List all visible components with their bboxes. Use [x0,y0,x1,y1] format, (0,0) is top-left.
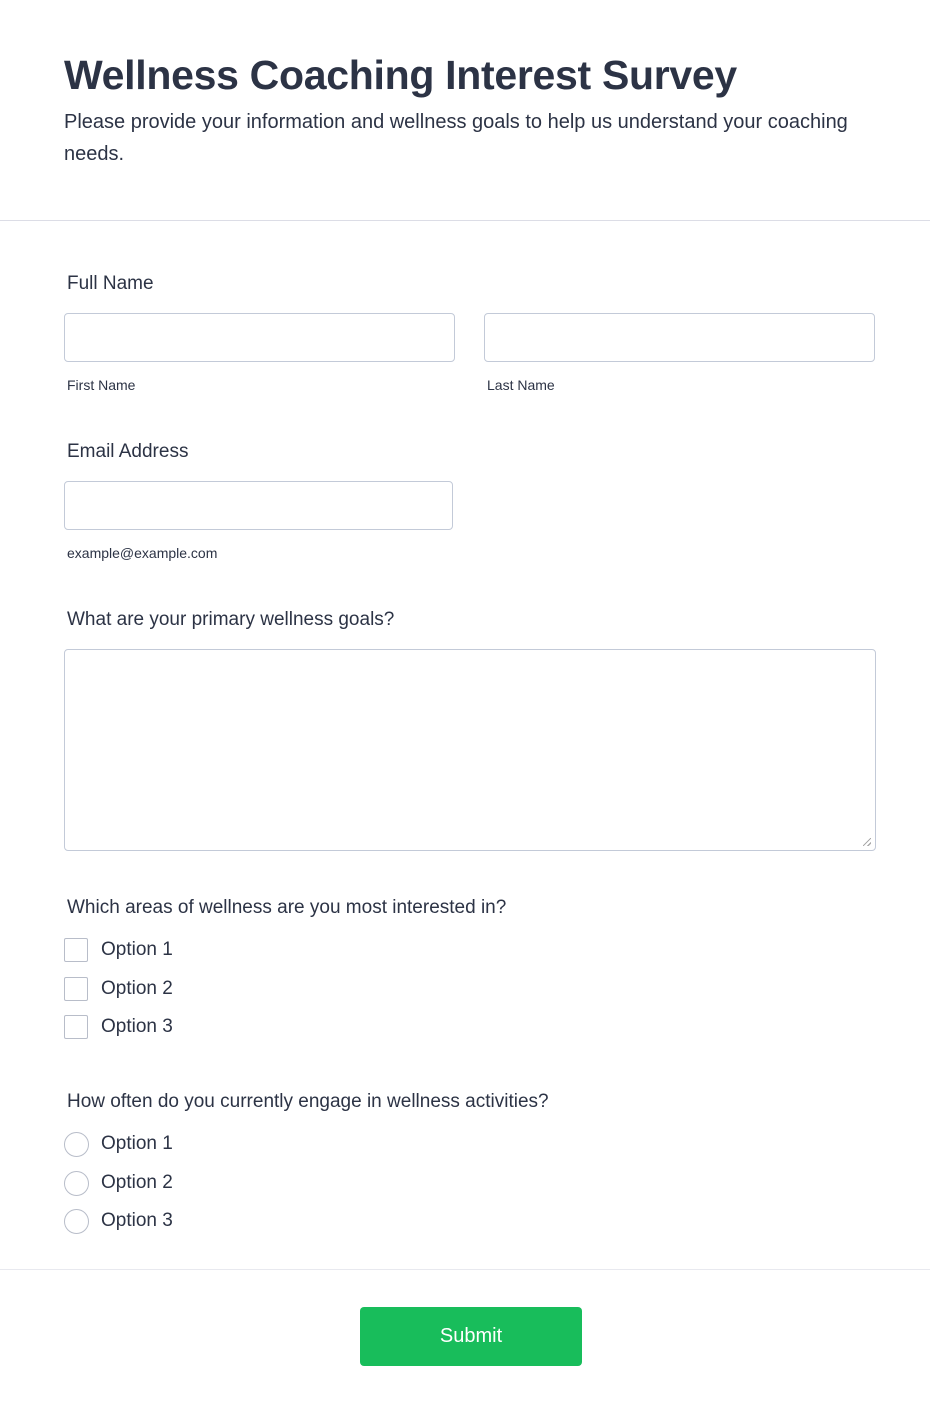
last-name-sublabel: Last Name [487,377,555,393]
areas-option-2[interactable] [64,976,173,1002]
last-name-input[interactable] [484,313,875,362]
email-label: Email Address [67,441,189,462]
checkbox[interactable] [64,1015,88,1039]
goals-textarea[interactable] [64,649,876,851]
page-title: Wellness Coaching Interest Survey [64,52,737,98]
divider [0,220,930,221]
frequency-option-2[interactable] [64,1170,173,1196]
page-subtitle: Please provide your information and wellness goals to help us understand your coaching needs. [64,111,848,165]
goals-label: What are your primary wellness goals? [67,609,395,630]
frequency-option-3[interactable] [64,1208,173,1234]
divider [0,1269,930,1270]
first-name-input[interactable] [64,313,455,362]
radio[interactable] [64,1171,89,1196]
email-hint: example@example.com [67,545,218,561]
frequency-label: How often do you currently engage in wellness activities? [67,1091,549,1112]
radio[interactable] [64,1132,89,1157]
first-name-sublabel: First Name [67,377,136,393]
option-label: Option 1 [101,1133,173,1154]
radio[interactable] [64,1209,89,1234]
option-label: Option 3 [101,1016,173,1037]
submit-button[interactable]: Submit [360,1307,582,1366]
areas-option-1[interactable] [64,937,173,963]
option-label: Option 1 [101,939,173,960]
option-label: Option 3 [101,1210,173,1231]
option-label: Option 2 [101,1172,173,1193]
areas-option-3[interactable] [64,1014,173,1040]
checkbox[interactable] [64,938,88,962]
areas-label: Which areas of wellness are you most interested in? [67,897,507,918]
checkbox[interactable] [64,977,88,1001]
email-input[interactable] [64,481,453,530]
option-label: Option 2 [101,978,173,999]
full-name-label: Full Name [67,273,154,294]
resize-grip-icon[interactable] [863,838,871,846]
frequency-option-1[interactable] [64,1131,173,1157]
